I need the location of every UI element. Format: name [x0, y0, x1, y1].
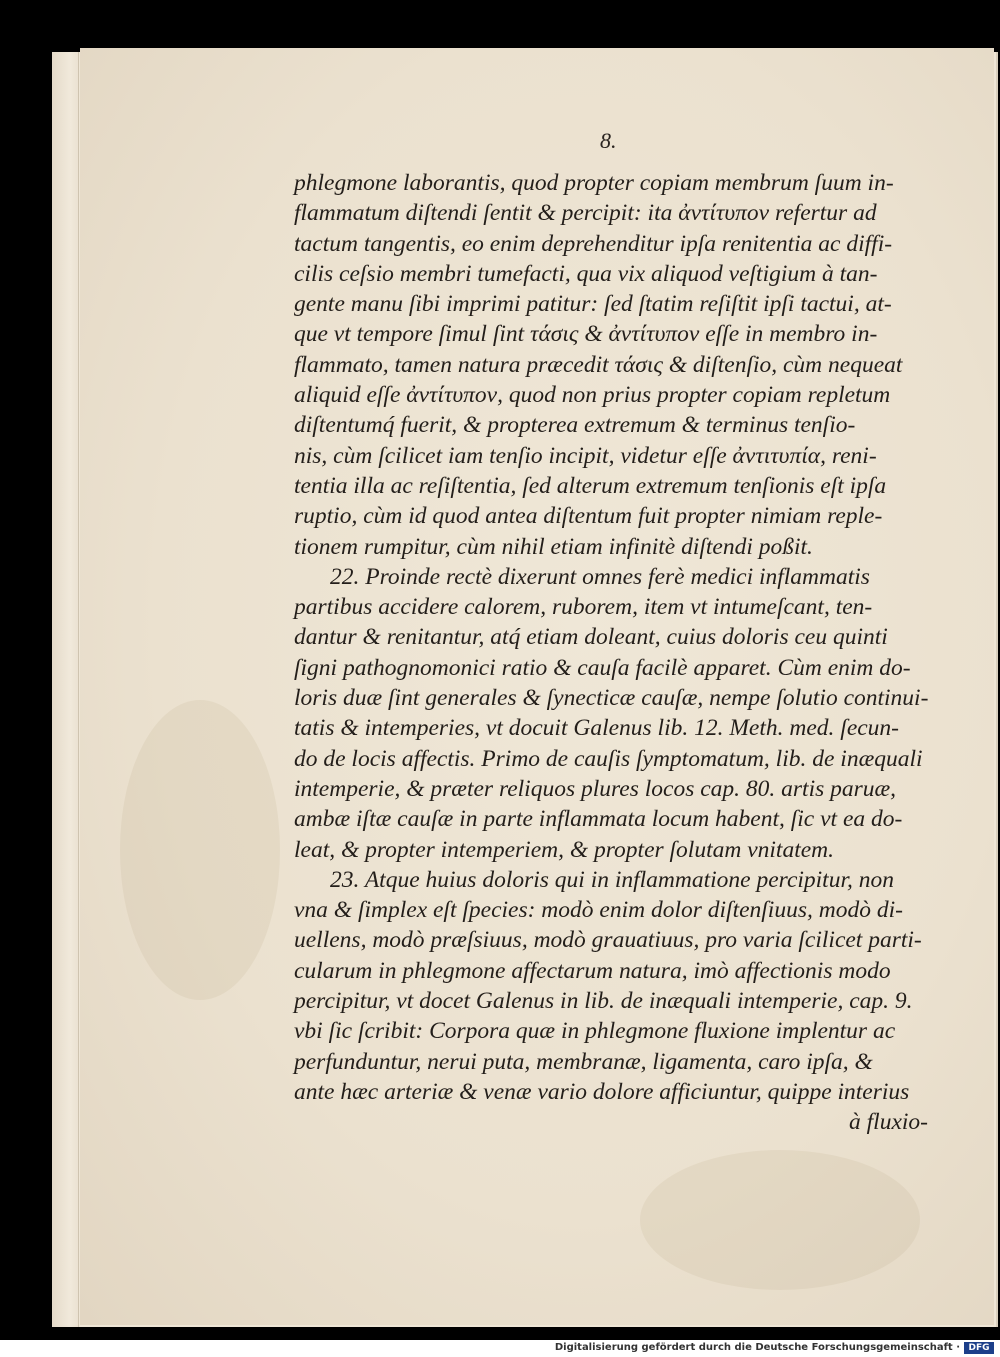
- text-line: 22. Proinde rectè dixerunt omnes ferè medici inflammatis: [330, 563, 870, 590]
- text-line: ambæ iſtæ cauſæ in parte inflammata locum habent, ſic vt ea do-: [294, 806, 903, 833]
- page-edge: [52, 52, 79, 1327]
- text-line: tentia illa ac reſiſtentia, ſed alterum extremum tenſionis eſt ipſa: [294, 472, 887, 499]
- text-line: aliquid eſſe ἀντίτυπον, quod non prius propter copiam repletum: [294, 382, 891, 409]
- text-line: vna & ſimplex eſt ſpecies: modò enim dolor diſtenſiuus, modò di-: [294, 897, 903, 924]
- text-line: leat, & propter intemperiem, & propter ſolutam vnitatem.: [294, 836, 834, 863]
- text-line: flammato, tamen natura præcedit τάσις & diſtenſio, cùm nequeat: [294, 351, 903, 378]
- text-line: tionem rumpitur, cùm nihil etiam infinitè diſtendi poßit.: [294, 533, 813, 560]
- text-line: percipitur, vt docet Galenus in lib. de inæquali intemperie, cap. 9.: [294, 988, 913, 1015]
- page-number: 8.: [600, 128, 617, 153]
- footer-credit: Digitalisierung gefördert durch die Deutsche Forschungsgemeinschaft ·: [554, 1342, 960, 1353]
- text-line: uellens, modò præſsiuus, modò grauatiuus, pro varia ſcilicet parti-: [294, 927, 922, 954]
- text-line: do de locis affectis. Primo de cauſis ſymptomatum, lib. de inæquali: [294, 745, 923, 772]
- text-line: gente manu ſibi imprimi patitur: ſed ſtatim reſiſtit ipſi tactui, at-: [294, 291, 892, 318]
- text-line: flammatum diſtendi ſentit & percipit: ita ἀντίτυπον refertur ad: [294, 200, 877, 227]
- text-line: ſigni pathognomonici ratio & cauſa facilè apparet. Cùm enim do-: [294, 654, 911, 681]
- text-line: nis, cùm ſcilicet iam tenſio incipit, videtur eſſe ἀντιτυπία, reni-: [294, 442, 877, 469]
- text-line: cularum in phlegmone affectarum natura, imò affectionis modo: [294, 957, 891, 984]
- text-line: intemperie, & præter reliquos plures locos cap. 80. artis paruæ,: [294, 775, 897, 802]
- text-line: ante hæc arteriæ & venæ vario dolore afficiuntur, quippe interius: [294, 1078, 910, 1105]
- text-line: à fluxio-: [849, 1109, 928, 1136]
- text-line: tatis & intemperies, vt docuit Galenus lib. 12. Meth. med. ſecun-: [294, 715, 900, 742]
- text-line: phlegmone laborantis, quod propter copiam membrum ſuum in-: [294, 170, 894, 196]
- text-line: dantur & renitantur, atq́ etiam doleant, cuius doloris ceu quinti: [294, 624, 888, 651]
- text-line: perfunduntur, nerui puta, membranæ, ligamenta, caro ipſa, &: [294, 1048, 873, 1075]
- text-line: loris duæ ſint generales & ſynecticæ cauſæ, nempe ſolutio continui-: [294, 685, 929, 712]
- text-line: que vt tempore ſimul ſint τάσις & ἀντίτυπον eſſe in membro in-: [294, 321, 878, 348]
- text-line: cilis ceſsio membri tumefacti, qua vix aliquod veſtigium à tan-: [294, 260, 878, 287]
- text-line: tactum tangentis, eo enim deprehenditur ipſa renitentia ac diffi-: [294, 230, 893, 257]
- text-line: ruptio, cùm id quod antea diſtentum fuit propter nimiam reple-: [294, 503, 883, 530]
- dfg-logo: DFG: [964, 1342, 994, 1354]
- paper-stain: [640, 1150, 920, 1290]
- paper-stain: [120, 700, 280, 1000]
- body-text: [294, 168, 934, 1138]
- text-line: vbi ſic ſcribit: Corpora quæ in phlegmone fluxione implentur ac: [294, 1018, 896, 1045]
- text-line: diſtentumq́ fuerit, & propterea extremum & terminus tenſio-: [294, 412, 856, 439]
- text-line: 23. Atque huius doloris qui in inflammatione percipitur, non: [330, 866, 894, 893]
- text-line: partibus accidere calorem, ruborem, item vt intumeſcant, ten-: [294, 594, 873, 621]
